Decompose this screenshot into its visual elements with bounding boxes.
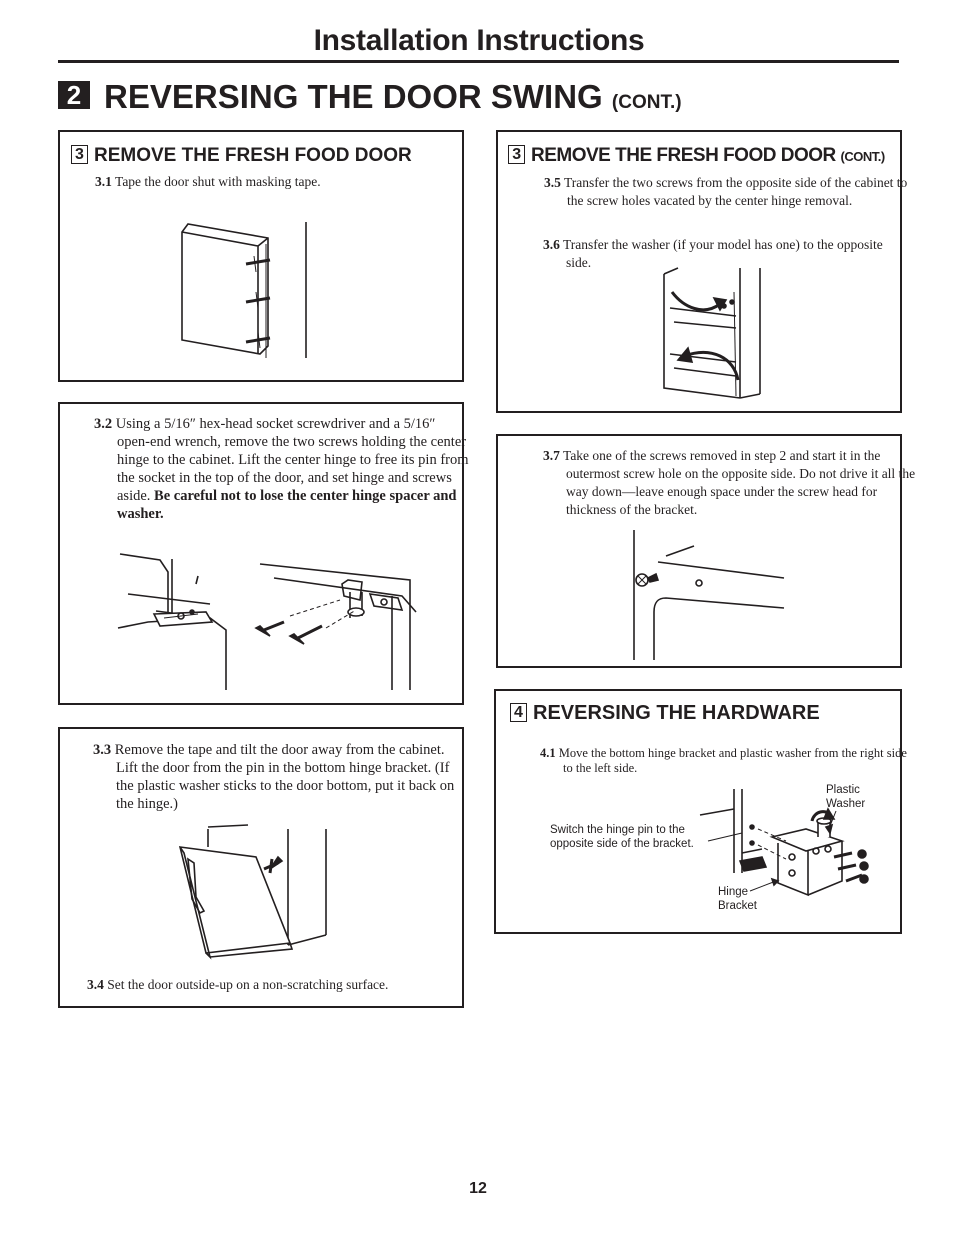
step-3-2-caution: Be careful not to lose the center hinge spacer and washer. [117,488,457,522]
step-3-2-body: Using a 5/16″ hex-head socket screwdriver and a 5/16″ open-end wrench, remove the two screws holding the center hinge to the cabinet. Lift the center hinge to free its pin from the socket in the top of the door, and set hinge and screws aside. [115,416,469,504]
callout-hinge-bracket: Hinge Bracket [718,886,757,912]
section-title [104,78,682,122]
step-3-7-number: 3.7 [543,448,560,463]
step-3-6-body: Transfer the washer (if your model has one) to the opposite side. [563,237,883,270]
center-hinge-illustration [60,404,466,707]
step-3-number: 3 [71,145,88,164]
section-title-suffix: (CONT.) [611,92,682,113]
step-3-2-box [58,402,469,705]
step-4-title: REVERSING THE HARDWARE [533,702,820,724]
tape-door-illustration [60,132,466,384]
callout-plastic-washer: Plastic Washer [826,784,866,810]
section-number-badge: 2 [58,81,90,109]
page-title: Installation Instructions [313,24,645,57]
step-3-1-number: 3.1 [95,174,112,189]
step-3-4-text [87,977,480,993]
title-rule [58,60,899,63]
outer-screw-illustration [498,436,904,670]
step-3-4-body: Set the door outside-up on a non-scratching surface. [107,977,389,992]
step-3-1-box [58,130,464,382]
step-3-title: REMOVE THE FRESH FOOD DOOR [94,145,412,166]
step-3-3-body: Remove the tape and tilt the door away from the cabinet. Lift the door from the pin in the bottom hinge bracket. (If the plastic washer sticks to the door bottom, put it back on the hinge.) [114,742,455,812]
section-title-text: REVERSING THE DOOR SWING [104,78,603,115]
step-3-cont-suffix: (CONT.) [840,149,885,164]
step-3-5-box [496,130,908,413]
step-3-6-number: 3.6 [543,237,560,252]
step-3-2-number: 3.2 [94,416,113,432]
tilt-door-illustration [60,729,466,1010]
step-3-4-number: 3.4 [87,977,104,992]
hinge-bracket-illustration [496,691,904,936]
step-3-cont-title: REMOVE THE FRESH FOOD DOOR [531,145,836,166]
step-3-5-body: Transfer the two screws from the opposite side of the cabinet to the screw holes vacated by the center hinge removal. [564,175,908,208]
step-4-box [494,689,907,934]
callout-switch-pin: Switch the hinge pin to the opposite side of the bracket. [550,824,694,850]
page-number: 12 [469,1180,487,1197]
step-3-3-number: 3.3 [93,742,112,758]
step-4-1-number: 4.1 [540,746,556,760]
step-3-1-body: Tape the door shut with masking tape. [115,174,321,189]
step-3-cont-number: 3 [508,145,525,164]
step-4-1-body: Move the bottom hinge bracket and plastic washer from the right side to the left side. [558,746,907,775]
step-3-7-box [496,434,916,668]
transfer-screws-illustration [498,132,904,415]
step-3-5-number: 3.5 [544,175,561,190]
step-4-number: 4 [510,703,527,722]
step-3-3-box [58,727,464,1008]
step-3-7-body: Take one of the screws removed in step 2 and start it in the outermost screw hole on the opposite side. Do not drive it all the way down—leave enough space under the screw head for thickness of the bracket. [563,448,916,517]
